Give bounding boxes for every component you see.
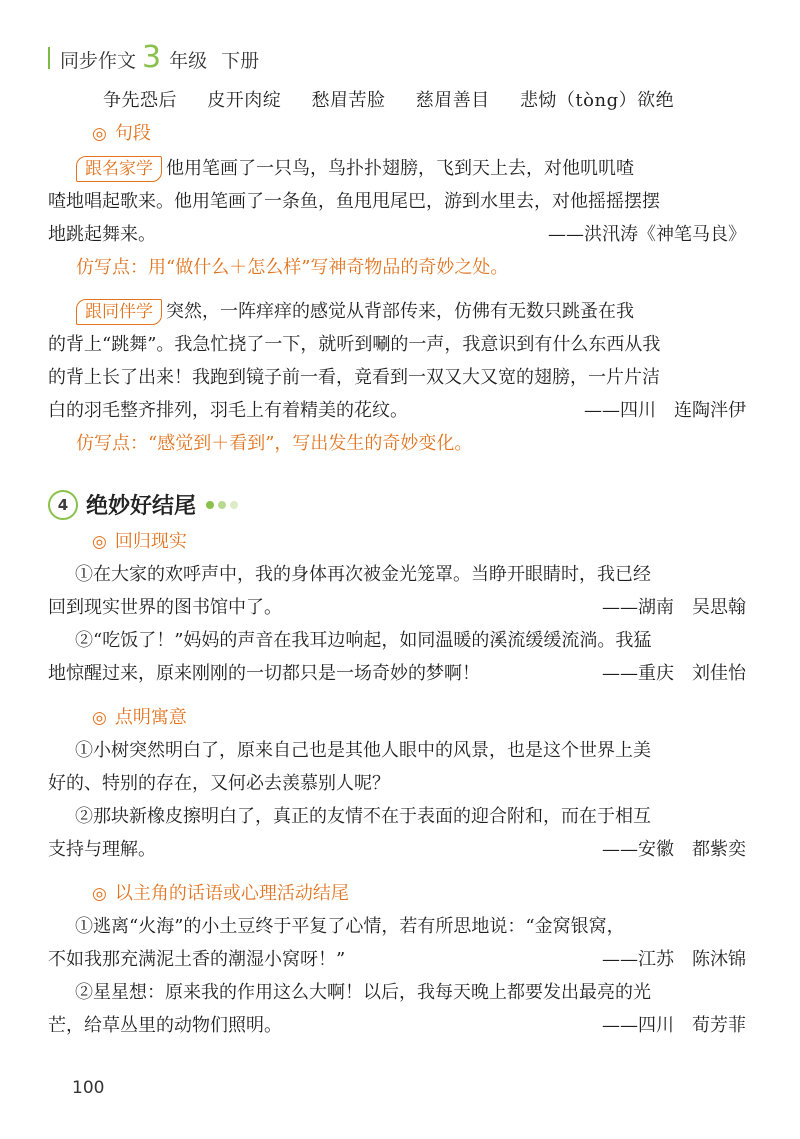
paragraph-line: 地惊醒过来，原来刚刚的一切都只是一场奇妙的梦啊！ ——重庆 刘佳怡 [48, 657, 746, 690]
source-credit: ——四川 荀芳菲 [602, 1015, 746, 1036]
idiom: 争先恐后 [103, 90, 177, 111]
tag-badge: 跟名家学 [76, 156, 162, 182]
idiom: 悲恸（tòng）欲绝 [519, 90, 675, 111]
subhead-label: 点明寓意 [114, 707, 187, 728]
paragraph-line: 不如我那充满泥土香的潮湿小窝呀！” ——江苏 陈沐锦 [48, 943, 746, 976]
double-circle-icon: ◎ [92, 124, 107, 144]
paragraph-line: ②那块新橡皮擦明白了，真正的友情不在于表面的迎合附和，而在于相互 [75, 806, 651, 827]
idiom: 慈眉善目 [415, 90, 490, 111]
paragraph-line: 跟名家学 他用笔画了一只鸟，鸟扑扑翅膀，飞到天上去，对他叽叽喳 [76, 152, 746, 185]
page-content [48, 84, 746, 1042]
paragraph-line: ②“吃饭了！”妈妈的声音在我耳边响起，如同温暖的溪流缓缓流淌。我猛 [75, 630, 652, 651]
idiom: 皮开肉绽 [207, 90, 282, 111]
subhead-juduan [92, 118, 746, 150]
imitation-label: 仿写点： [76, 433, 148, 454]
page-number: 100 [72, 1078, 105, 1098]
grade-number: 3 [142, 40, 162, 75]
grade-label: 年级 [169, 50, 208, 72]
section-number-badge: 4 [48, 490, 78, 520]
dot [218, 501, 226, 509]
subhead-huigui [92, 526, 746, 558]
example-block [48, 152, 746, 285]
idiom-list [103, 84, 746, 118]
header-bar [48, 47, 50, 69]
subhead-yuyi [92, 702, 746, 734]
source-credit: ——洪汛涛《神笔马良》 [548, 224, 746, 245]
source-credit: ——四川 连陶泮伊 [584, 400, 746, 421]
paragraph-line: 喳地唱起歌来。他用笔画了一条鱼，鱼甩甩尾巴，游到水里去，对他摇摇摆摆 [48, 191, 660, 212]
subhead-huayu [92, 878, 746, 910]
double-circle-icon: ◎ [92, 532, 107, 552]
paragraph-line: ①逃离“火海”的小土豆终于平复了心情，若有所思地说：“金窝银窝， [75, 916, 625, 937]
dot [230, 501, 238, 509]
double-circle-icon: ◎ [92, 884, 107, 904]
paragraph-line: 好的、特别的存在，又何必去羡慕别人呢？ [48, 773, 390, 794]
paragraph-line: 的背上“跳舞”。我急忙挠了一下，就听到唰的一声，我意识到有什么东西从我 [48, 334, 661, 355]
book-title: 同步作文 [60, 50, 137, 72]
dot [206, 501, 214, 509]
source-credit: ——江苏 陈沐锦 [602, 949, 746, 970]
double-circle-icon: ◎ [92, 708, 107, 728]
paragraph-line: 地跳起舞来。 ——洪汛涛《神笔马良》 [48, 218, 746, 251]
source-credit: ——湖南 吴思翰 [602, 597, 746, 618]
source-credit: ——安徽 都紫奕 [602, 839, 746, 860]
section-title [48, 489, 746, 520]
decorative-dots-icon [206, 501, 238, 509]
paragraph-line: 支持与理解。 ——安徽 都紫奕 [48, 833, 746, 866]
paragraph-line: ②星星想：原来我的作用这么大啊！以后，我每天晚上都要发出最亮的光 [75, 982, 651, 1003]
paragraph-line: 芒，给草丛里的动物们照明。 ——四川 荀芳菲 [48, 1009, 746, 1042]
source-credit: ——重庆 刘佳怡 [602, 663, 746, 684]
tag-badge: 跟同伴学 [76, 299, 162, 325]
imitation-point: 仿写点：用“做什么＋怎么样”写神奇物品的奇妙之处。 [76, 257, 509, 278]
paragraph-line: 白的羽毛整齐排列，羽毛上有着精美的花纹。 ——四川 连陶泮伊 [48, 394, 746, 427]
imitation-point: 仿写点：“感觉到＋看到”，写出发生的奇妙变化。 [76, 433, 473, 454]
section-title-text: 绝妙好结尾 [86, 494, 197, 519]
subhead-label: 回归现实 [114, 531, 187, 552]
paragraph-line: ①小树突然明白了，原来自己也是其他人眼中的风景，也是这个世界上美 [75, 740, 651, 761]
imitation-label: 仿写点： [76, 257, 148, 278]
subhead-label: 以主角的话语或心理活动结尾 [114, 883, 349, 904]
paragraph-line: ①在大家的欢呼声中，我的身体再次被金光笼罩。当睁开眼睛时，我已经 [75, 564, 651, 585]
example-block [48, 295, 746, 461]
paragraph-line: 回到现实世界的图书馆中了。 ——湖南 吴思翰 [48, 591, 746, 624]
paragraph-line: 跟同伴学 突然，一阵痒痒的感觉从背部传来，仿佛有无数只跳蚤在我 [76, 295, 746, 328]
term-label: 下册 [221, 50, 260, 72]
idiom: 愁眉苦脸 [311, 90, 386, 111]
paragraph-line: 的背上长了出来！我跑到镜子前一看，竟看到一双又大又宽的翅膀，一片片洁 [48, 367, 660, 388]
subhead-label: 句段 [114, 123, 151, 144]
running-header [48, 40, 259, 75]
